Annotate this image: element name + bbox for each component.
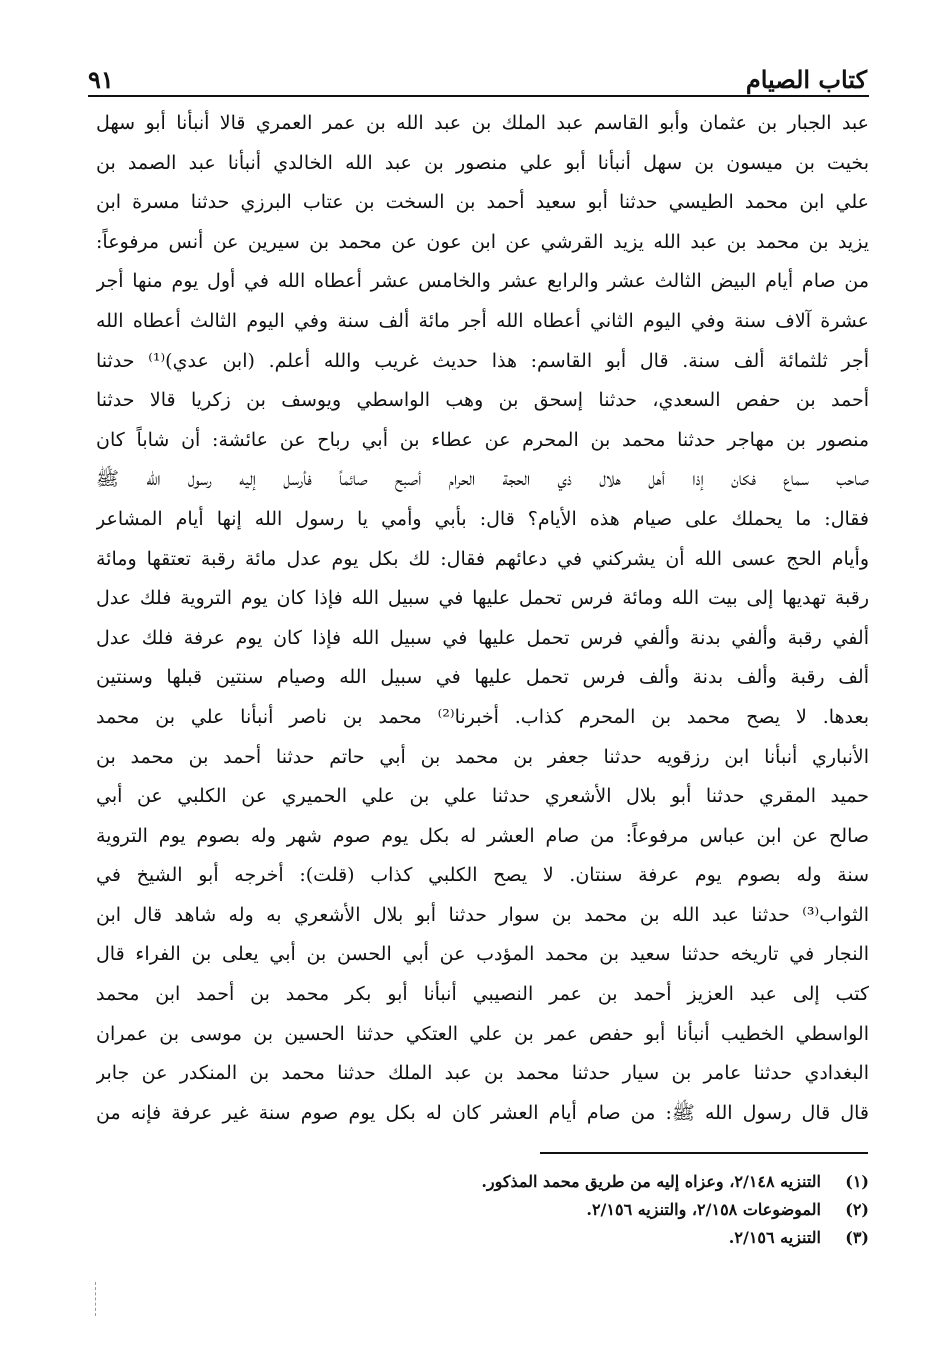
text-line: حميد المقري حدثنا أبو بلال الأشعري حدثنا علي بن علي الحميري عن الكلبي عن أبي bbox=[96, 785, 869, 808]
footnote-number: (٢) bbox=[845, 1200, 869, 1219]
text-line: صاحب سماع فكان إذا أهل هلال ذي الحجة الحرام أصبح صائماً فأرسل إليه رسول الله ﷺ bbox=[96, 468, 869, 491]
text-line: رقبة تهديها إلى بيت الله ومائة فرس تحمل عليها في سبيل الله فإذا كان يوم التروية فلك عدل bbox=[96, 587, 869, 610]
text-line: الثواب⁽³⁾ حدثنا عبد الله بن محمد بن سوار حدثنا أبو بلال الأشعري به وله شاهد قال ابن bbox=[96, 903, 869, 926]
main-text bbox=[96, 104, 869, 1133]
footnote bbox=[309, 1224, 869, 1252]
text-line: أحمد بن حفص السعدي، حدثنا إسحق بن وهب الواسطي ويوسف بن زكريا قالا حدثنا bbox=[96, 389, 869, 412]
footnote-number: (١) bbox=[845, 1172, 869, 1191]
text-line: عبد الجبار بن عثمان وأبو القاسم عبد الملك بن عبد الله بن عمر العمري قالا أنبأنا أبو سهل bbox=[96, 112, 869, 134]
chapter-title: كتاب الصيام bbox=[745, 65, 867, 94]
text-line: قال قال رسول الله ﷺ: من صام أيام العشر كان له بكل يوم صوم سنة غير عرفة فإنه من bbox=[96, 1101, 869, 1124]
page-number: ٩١ bbox=[88, 65, 114, 94]
text-line: صالح عن ابن عباس مرفوعاً: من صام العشر له بكل يوم صوم شهر وله بصوم يوم التروية bbox=[96, 824, 869, 847]
footnote-text: التنزيه ٢/١٤٨، وعزاه إليه من طريق محمد المذكور. bbox=[481, 1172, 821, 1191]
text-line: وأيام الحج عسى الله أن يشركني في دعائهم فقال: لك بكل يوم عدل مائة رقبة تعتقها ومائة bbox=[96, 547, 869, 570]
text-line: من صام أيام البيض الثالث عشر والرابع عشر والخامس عشر أعطاه الله في أول يوم منها أجر bbox=[96, 270, 869, 293]
text-line: بعدها. لا يصح محمد بن المحرم كذاب. أخبرنا⁽²⁾ محمد بن ناصر أنبأنا علي بن محمد bbox=[96, 705, 869, 728]
footnote-text: التنزيه ٢/١٥٦. bbox=[728, 1228, 821, 1247]
text-line: الأنباري أنبأنا ابن رزقويه حدثنا جعفر بن محمد بن أبي حاتم حدثنا أحمد بن محمد بن bbox=[96, 745, 869, 768]
text-line: بخيت بن ميسون بن سهل أنبأنا أبو علي منصور بن عبد الله الخالدي أنبأنا عبد الصمد بن bbox=[96, 151, 869, 174]
text-line: النجار في تاريخه حدثنا سعيد بن محمد المؤدب عن أبي الحسن بن أبي يعلى بن الفراء قال bbox=[96, 943, 869, 966]
text-line: فقال: ما يحملك على صيام هذه الأيام؟ قال: بأبي وأمي يا رسول الله إنها أيام المشاعر bbox=[96, 507, 869, 530]
text-line: سنة وله بصوم يوم عرفة سنتان. لا يصح الكلبي كذاب (قلت): أخرجه أبو الشيخ في bbox=[96, 864, 869, 887]
text-line: الواسطي الخطيب أنبأنا أبو حفص عمر بن علي العتكي حدثنا الحسين بن موسى بن عمران bbox=[96, 1022, 869, 1045]
footnote-number: (٣) bbox=[845, 1228, 869, 1247]
footnote bbox=[309, 1196, 869, 1224]
text-line: البغدادي حدثنا عامر بن سيار حدثنا محمد بن عبد الملك حدثنا محمد بن المنكدر عن جابر bbox=[96, 1062, 869, 1085]
text-line: عشرة آلاف سنة وفي اليوم الثاني أعطاه الله أجر مائة ألف سنة وفي اليوم الثالث أعطاه الله bbox=[96, 309, 869, 332]
scan-margin-mark bbox=[95, 1282, 98, 1316]
text-line: ألفي رقبة وألفي بدنة وألفي فرس تحمل عليها في سبيل الله فإذا كان يوم عرفة فلك عدل bbox=[96, 626, 869, 649]
text-line: يزيد بن محمد بن عبد الله يزيد القرشي عن ابن عون عن محمد بن سيرين عن أنس مرفوعاً: bbox=[96, 230, 869, 253]
header-divider bbox=[88, 95, 869, 97]
page-header bbox=[88, 52, 867, 94]
text-line: كتب إلى عبد العزيز أحمد بن عمر النصيبي أنبأنا أبو بكر محمد بن أحمد ابن محمد bbox=[96, 983, 869, 1006]
text-line: ألف رقبة وألف بدنة وألف فرس تحمل عليها في سبيل الله وصيام سنتين قبلها وسنتين bbox=[96, 666, 869, 689]
footnotes bbox=[309, 1168, 869, 1252]
footnote bbox=[309, 1168, 869, 1196]
text-line: أجر ثلثمائة ألف سنة. قال أبو القاسم: هذا حديث غريب والله أعلم. (ابن عدي)⁽¹⁾ حدثنا bbox=[96, 349, 869, 372]
text-line: منصور بن مهاجر حدثنا محمد بن المحرم عن عطاء بن أبي رباح عن عائشة: أن شاباً كان bbox=[96, 428, 869, 451]
footnote-text: الموضوعات ٢/١٥٨، والتنزيه ٢/١٥٦. bbox=[586, 1200, 821, 1219]
footnote-divider bbox=[540, 1152, 868, 1154]
text-line: علي ابن محمد الطيسي حدثنا أبو سعيد أحمد بن السخت بن عتاب البرزي حدثنا مسرة ابن bbox=[96, 191, 869, 214]
